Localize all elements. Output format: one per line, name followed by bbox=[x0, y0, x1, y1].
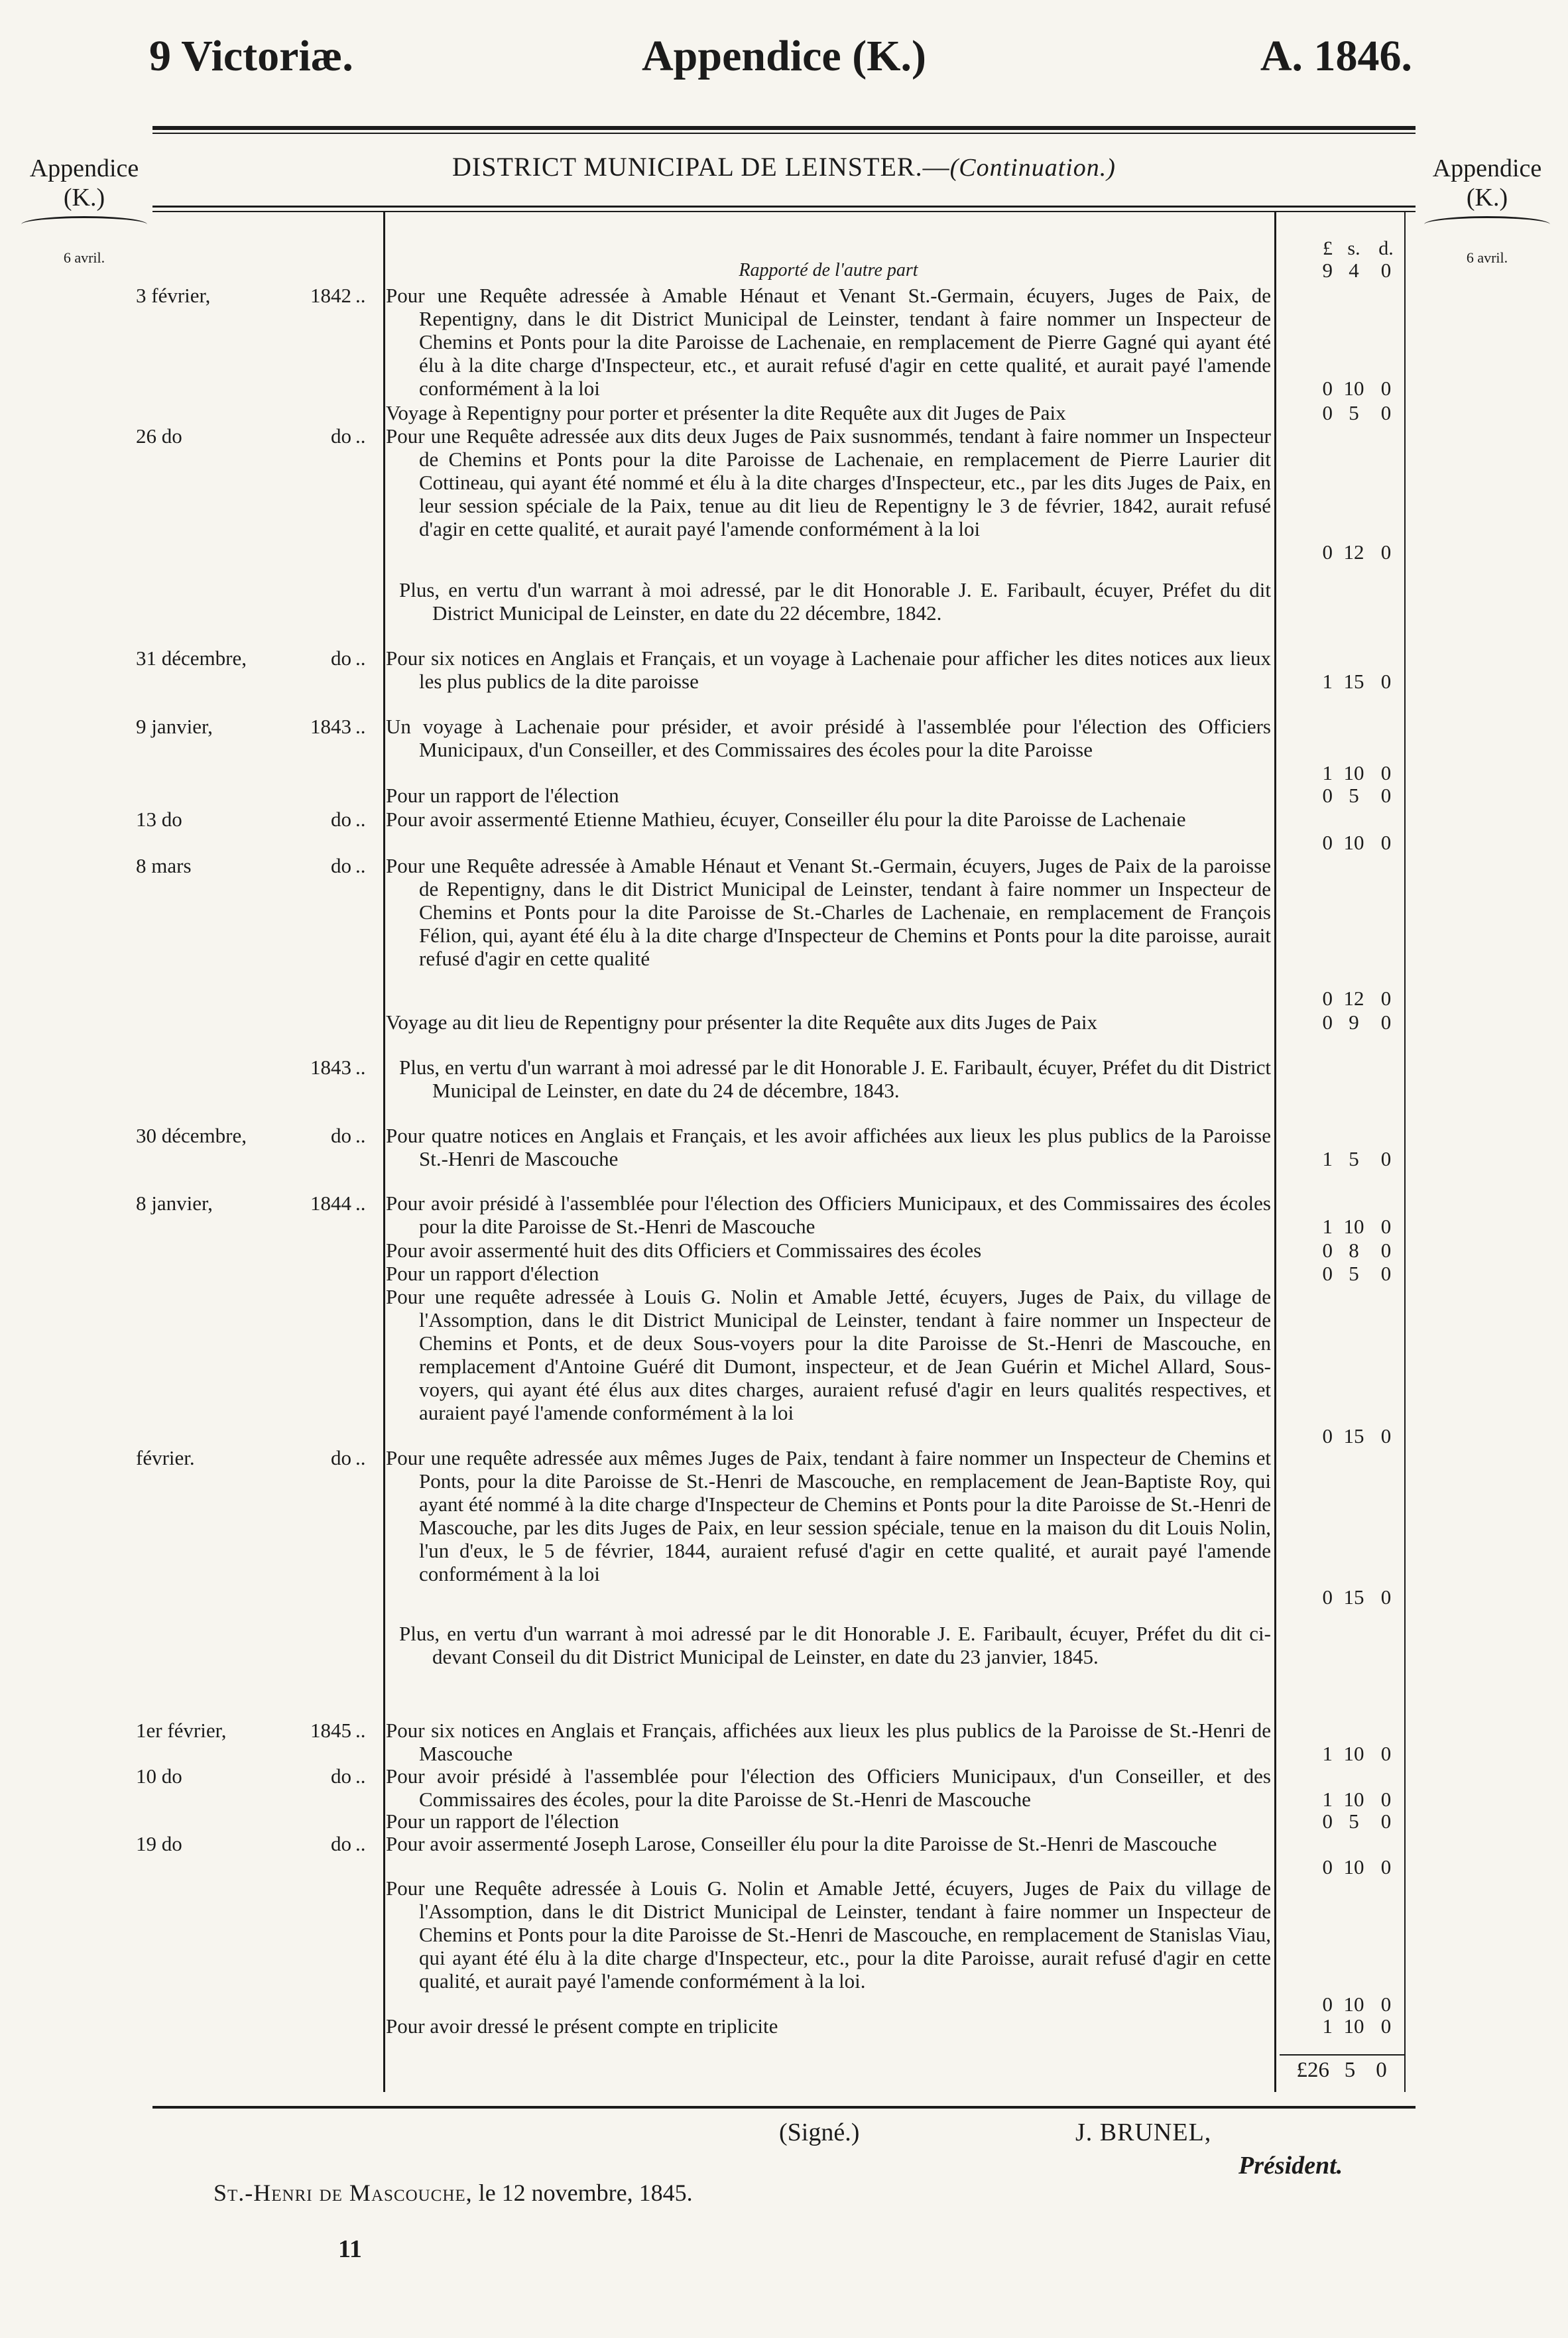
entry-amount bbox=[1290, 1788, 1402, 1811]
entry-day: février. bbox=[136, 1446, 195, 1469]
entry-pounds: 0 bbox=[1322, 1810, 1333, 1833]
entry-amount bbox=[1290, 1742, 1402, 1765]
entry-year: 1844 bbox=[310, 1192, 351, 1215]
entry-day: 1er février, bbox=[136, 1719, 227, 1742]
entry-pence: 0 bbox=[1380, 1239, 1392, 1262]
entry-day: 19 do bbox=[136, 1832, 182, 1855]
entry-pounds: 1 bbox=[1322, 761, 1333, 784]
column-rule-amount-left bbox=[1274, 212, 1276, 2092]
entry-pence: 0 bbox=[1380, 1993, 1392, 2016]
entry-year: do bbox=[331, 1124, 351, 1147]
entry-year: do bbox=[331, 1446, 351, 1469]
entry-pounds: 0 bbox=[1322, 1011, 1333, 1034]
entry-dots: .. bbox=[355, 284, 366, 307]
entry-year: do bbox=[331, 808, 351, 831]
table-top-rule-2 bbox=[152, 211, 1416, 212]
margin-left bbox=[21, 154, 147, 273]
entry-pence: 0 bbox=[1380, 377, 1392, 400]
entry-description: Pour une requête adressée à Louis G. Nolin et Amable Jetté, écuyers, Juges de Paix, du village de l'Assomption, dans le dit District Municipal de Leinster, tendant à faire nommer un Inspecteur de Chemins et Ponts, et de deux Sous-voyers pour la dite Paroisse de St.-Henri de Mascouche, en remplacement d'Antoine Guéré dit Dumont, inspecteur, et de Jean Guérin et Michel Allard, Sous-voyers, qui ayant été élus aux dites charges, auraient refusé d'agir en leurs qualités respectives, et auraient payé l'amende conformément à la loi bbox=[386, 1285, 1271, 1424]
entry-dots: .. bbox=[355, 424, 366, 448]
carried-forward-amount bbox=[1290, 259, 1402, 282]
carried-forward-label: Rapporté de l'autre part bbox=[739, 260, 918, 280]
entry-pence: 0 bbox=[1380, 1011, 1392, 1034]
entry-pounds: 0 bbox=[1322, 1585, 1333, 1609]
entry-shillings: 9 bbox=[1349, 1011, 1359, 1034]
entry-description: Pour une Requête adressée à Amable Hénaut et Venant St.-Germain, écuyers, Juges de Paix de la paroisse de Repentigny, dans le dit District Municipal de Leinster, tendant à faire nommer un Inspecteur de Chemins et Ponts pour la dite Paroisse de St.-Charles de Lachenaie, en remplacement de François Félion, qui, ayant été élu à la dite charge d'Inspecteur de Chemins et Ponts pour la dite paroisse, aurait refusé d'agir en cette qualité bbox=[386, 854, 1271, 970]
entry-pounds: 0 bbox=[1322, 1855, 1333, 1878]
entry-amount bbox=[1290, 1810, 1402, 1833]
entry-pence: 0 bbox=[1380, 1810, 1392, 1833]
entry-amount bbox=[1290, 1239, 1402, 1262]
entry-description: Pour avoir assermenté huit des dits Officiers et Commissaires des écoles bbox=[386, 1239, 982, 1262]
entry-pounds: 1 bbox=[1322, 1147, 1333, 1170]
entry-date bbox=[136, 1192, 378, 1215]
total-rule-top bbox=[1280, 2054, 1404, 2056]
entry-amount bbox=[1290, 2014, 1402, 2038]
entry-dots: .. bbox=[355, 1446, 366, 1469]
entry-pence: 0 bbox=[1380, 540, 1392, 564]
entry-description: Pour six notices en Anglais et Français, et un voyage à Lachenaie pour afficher les dites notices aux lieux les plus publics de la dite paroisse bbox=[386, 646, 1271, 693]
entry-description: Pour quatre notices en Anglais et Français, et les avoir affichées aux lieux les plus publics de la Paroisse St.-Henri de Mascouche bbox=[386, 1124, 1271, 1170]
entry-pence: 0 bbox=[1380, 831, 1392, 854]
entry-description: Pour une Requête adressée à Louis G. Nolin et Amable Jetté, écuyers, Juges de Paix du village de l'Assomption, dans le dit District Municipal de Leinster, tendant à faire nommer un Inspecteur de Chemins et Ponts pour la dite Paroisse de St.-Henri de Mascouche, en remplacement de Stanislas Viau, qui ayant été élu à la dite charge d'Inspecteur, etc., pour la dite Paroisse, aurait refusé d'agir en cette qualité, et aurait payé l'amende conformément à la loi. bbox=[386, 1877, 1271, 1993]
pence-heading: d. bbox=[1378, 237, 1394, 259]
entry-date bbox=[136, 1446, 378, 1469]
entry-dots: .. bbox=[355, 808, 366, 831]
margin-left-brace bbox=[21, 216, 147, 233]
signed-label: (Signé.) bbox=[779, 2119, 860, 2146]
header-appendix: Appendice (K.) bbox=[642, 32, 926, 80]
entry-shillings: 10 bbox=[1343, 1855, 1364, 1878]
entry-year: 1842 bbox=[310, 284, 351, 307]
entry-shillings: 10 bbox=[1343, 2014, 1364, 2038]
entry-amount bbox=[1290, 1215, 1402, 1238]
entry-date bbox=[136, 1764, 378, 1788]
header-rule-thin bbox=[152, 133, 1416, 134]
entry-description: Un voyage à Lachenaie pour présider, et avoir présidé à l'assemblée pour l'élection des Officiers Municipaux, d'un Conseiller, et des Commissaires des écoles pour la dite Paroisse bbox=[386, 715, 1271, 761]
entry-dots: .. bbox=[355, 1764, 366, 1788]
column-rule-desc-left bbox=[383, 212, 385, 2092]
entry-day: 30 décembre, bbox=[136, 1124, 247, 1147]
entry-day: 9 janvier, bbox=[136, 715, 213, 738]
entry-amount bbox=[1290, 670, 1402, 693]
entry-shillings: 10 bbox=[1343, 761, 1364, 784]
entry-date bbox=[136, 808, 378, 831]
entry-dots: .. bbox=[355, 1832, 366, 1855]
entry-description: Pour un rapport de l'élection bbox=[386, 784, 619, 807]
entry-amount bbox=[1290, 377, 1402, 400]
entry-shillings: 10 bbox=[1343, 1215, 1364, 1238]
entry-description: Pour avoir assermenté Joseph Larose, Conseiller élu pour la dite Paroisse de St.-Henri de Mascouche bbox=[386, 1832, 1217, 1855]
entry-pence: 0 bbox=[1380, 1262, 1392, 1285]
entry-amount bbox=[1290, 784, 1402, 807]
margin-left-label: Appendice bbox=[29, 154, 139, 182]
entry-day: 31 décembre, bbox=[136, 646, 247, 670]
entry-pence: 0 bbox=[1380, 1585, 1392, 1609]
entry-amount bbox=[1290, 1011, 1402, 1034]
entry-date bbox=[136, 854, 378, 877]
entry-pounds: 0 bbox=[1322, 1993, 1333, 2016]
margin-right bbox=[1424, 154, 1550, 273]
entry-day: 8 janvier, bbox=[136, 1192, 213, 1215]
entry-shillings: 5 bbox=[1349, 1810, 1359, 1833]
entry-pence: 0 bbox=[1380, 987, 1392, 1010]
entry-shillings: 10 bbox=[1343, 377, 1364, 400]
entry-description: Voyage au dit lieu de Repentigny pour présenter la dite Requête aux dits Juges de Paix bbox=[386, 1011, 1097, 1034]
entry-shillings: 15 bbox=[1343, 670, 1364, 693]
margin-right-date: 6 avril. bbox=[1466, 249, 1508, 266]
signatory-name: J. BRUNEL, bbox=[1075, 2119, 1212, 2146]
entry-date bbox=[136, 1056, 378, 1079]
entry-shillings: 10 bbox=[1343, 1993, 1364, 2016]
entry-pounds: 1 bbox=[1322, 1742, 1333, 1765]
district-title bbox=[152, 151, 1416, 182]
table-bottom-rule bbox=[152, 2106, 1416, 2109]
entry-pence: 0 bbox=[1380, 2014, 1392, 2038]
entry-shillings: 5 bbox=[1349, 1262, 1359, 1285]
entry-amount bbox=[1290, 987, 1402, 1010]
entry-date bbox=[136, 424, 378, 448]
entry-pence: 0 bbox=[1380, 761, 1392, 784]
entry-year: 1843 bbox=[310, 1056, 351, 1079]
entry-description: Pour six notices en Anglais et Français, affichées aux lieux les plus publics de la Paroisse de St.-Henri de Mascouche bbox=[386, 1719, 1271, 1765]
entry-pounds: 0 bbox=[1322, 401, 1333, 424]
entry-amount bbox=[1290, 761, 1402, 784]
entry-pounds: 1 bbox=[1322, 670, 1333, 693]
column-rule-amount-right bbox=[1404, 212, 1406, 2092]
entry-day: 8 mars bbox=[136, 854, 192, 877]
entry-pounds: 1 bbox=[1322, 2014, 1333, 2038]
entry-day: 10 do bbox=[136, 1764, 182, 1788]
entry-shillings: 15 bbox=[1343, 1585, 1364, 1609]
entry-description: Pour avoir assermenté Etienne Mathieu, écuyer, Conseiller élu pour la dite Paroisse de Lachenaie bbox=[386, 808, 1186, 831]
entry-description: Plus, en vertu d'un warrant à moi adressé par le dit Honorable J. E. Faribault, écuyer, Préfet du dit District Municipal de Leinster, en date du 24 de décembre, 1843. bbox=[399, 1056, 1271, 1102]
entry-shillings: 10 bbox=[1343, 831, 1364, 854]
carried-forward-pence: 0 bbox=[1380, 259, 1392, 282]
total-pounds: £26 bbox=[1296, 2058, 1329, 2082]
carried-forward-pounds: 9 bbox=[1322, 259, 1333, 282]
entry-description: Voyage à Repentigny pour porter et présenter la dite Requête aux dit Juges de Paix bbox=[386, 401, 1066, 424]
entry-shillings: 5 bbox=[1349, 401, 1359, 424]
entry-pounds: 0 bbox=[1322, 377, 1333, 400]
entry-day: 13 do bbox=[136, 808, 182, 831]
entry-year: do bbox=[331, 646, 351, 670]
district-continuation: (Continuation.) bbox=[949, 154, 1116, 182]
entry-day: 26 do bbox=[136, 424, 182, 448]
entry-shillings: 8 bbox=[1349, 1239, 1359, 1262]
entry-day bbox=[136, 1056, 298, 1079]
entry-date bbox=[136, 1719, 378, 1742]
entry-shillings: 12 bbox=[1343, 540, 1364, 564]
entry-pounds: 0 bbox=[1322, 784, 1333, 807]
entry-pounds: 0 bbox=[1322, 1424, 1333, 1447]
entry-shillings: 5 bbox=[1349, 784, 1359, 807]
header-session: 9 Victoriæ. bbox=[149, 32, 353, 80]
entry-day: 3 février, bbox=[136, 284, 211, 307]
entry-pence: 0 bbox=[1380, 1742, 1392, 1765]
entry-shillings: 10 bbox=[1343, 1788, 1364, 1811]
total-pence: 0 bbox=[1376, 2058, 1387, 2082]
total-amount bbox=[1280, 2058, 1399, 2083]
total-shillings: 5 bbox=[1344, 2058, 1356, 2082]
entry-date bbox=[136, 715, 378, 738]
entry-year: do bbox=[331, 1832, 351, 1855]
entry-pounds: 0 bbox=[1322, 1239, 1333, 1262]
entry-amount bbox=[1290, 1262, 1402, 1285]
entry-year: 1843 bbox=[310, 715, 351, 738]
entry-pence: 0 bbox=[1380, 1215, 1392, 1238]
entry-pence: 0 bbox=[1380, 1147, 1392, 1170]
entry-shillings: 5 bbox=[1349, 1147, 1359, 1170]
entry-description: Plus, en vertu d'un warrant à moi adressé par le dit Honorable J. E. Faribault, écuyer, Préfet du dit ci-devant Conseil du dit District Municipal de Leinster, en date du 23 janvier, 1845. bbox=[399, 1622, 1271, 1668]
entry-pence: 0 bbox=[1380, 1855, 1392, 1878]
entry-pounds: 0 bbox=[1322, 540, 1333, 564]
entry-description: Pour un rapport de l'élection bbox=[386, 1810, 619, 1833]
entry-pounds: 1 bbox=[1322, 1215, 1333, 1238]
entry-amount bbox=[1290, 401, 1402, 424]
margin-right-k: (K.) bbox=[1466, 184, 1508, 212]
table-top-rule-1 bbox=[152, 206, 1416, 208]
margin-left-date: 6 avril. bbox=[63, 249, 105, 266]
entry-pence: 0 bbox=[1380, 1424, 1392, 1447]
entry-pence: 0 bbox=[1380, 784, 1392, 807]
entry-shillings: 10 bbox=[1343, 1742, 1364, 1765]
entry-amount bbox=[1290, 1585, 1402, 1609]
entry-date bbox=[136, 1832, 378, 1855]
shillings-heading: s. bbox=[1347, 237, 1360, 259]
place-name: St.-Henri de Mascouche, bbox=[213, 2180, 473, 2206]
place-date bbox=[213, 2179, 693, 2207]
carried-forward-shillings: 4 bbox=[1349, 259, 1359, 282]
entry-dots: .. bbox=[355, 1719, 366, 1742]
entry-amount bbox=[1290, 540, 1402, 564]
entry-year: do bbox=[331, 854, 351, 877]
entry-dots: .. bbox=[355, 715, 366, 738]
entry-year: do bbox=[331, 1764, 351, 1788]
entry-date bbox=[136, 646, 378, 670]
document-date: le 12 novembre, 1845. bbox=[478, 2180, 693, 2206]
entry-amount bbox=[1290, 831, 1402, 854]
entry-description: Pour un rapport d'élection bbox=[386, 1262, 599, 1285]
entry-description: Pour avoir présidé à l'assemblée pour l'élection des Officiers Municipaux, et des Commissaires des écoles pour la dite Paroisse de St.-Henri de Mascouche bbox=[386, 1192, 1271, 1238]
currency-headings bbox=[1290, 237, 1402, 260]
entry-description: Pour une Requête adressée aux dits deux Juges de Paix susnommés, tendant à faire nommer un Inspecteur de Chemins et Ponts pour la dite Paroisse de Lachenaie, en remplacement de Pierre Laurier dit Cottineau, qui ayant été nommé et élu à la dite charges d'Inspecteur, etc., par les dits Juges de Paix, en leur session spéciale de la Paix, tenue au dit lieu de Repentigny le 3 de février, 1842, aurait refusé d'agir en cette qualité, et aurait payé l'amende conformément à la loi bbox=[386, 424, 1271, 540]
entry-pounds: 0 bbox=[1322, 1262, 1333, 1285]
margin-right-brace bbox=[1424, 216, 1550, 233]
entry-description: Pour avoir présidé à l'assemblée pour l'élection des Officiers Municipaux, d'un Conseiller, et des Commissaires des écoles, pour la dite Paroisse de St.-Henri de Mascouche bbox=[386, 1764, 1271, 1811]
district-title-text: DISTRICT MUNICIPAL DE LEINSTER.— bbox=[452, 152, 950, 182]
entry-dots: .. bbox=[355, 1056, 366, 1079]
entry-pence: 0 bbox=[1380, 670, 1392, 693]
entry-dots: .. bbox=[355, 646, 366, 670]
entry-amount bbox=[1290, 1147, 1402, 1170]
entry-dots: .. bbox=[355, 854, 366, 877]
entry-shillings: 15 bbox=[1343, 1424, 1364, 1447]
entry-shillings: 12 bbox=[1343, 987, 1364, 1010]
entry-amount bbox=[1290, 1424, 1402, 1447]
header-rule-thick bbox=[152, 126, 1416, 130]
entry-dots: .. bbox=[355, 1124, 366, 1147]
signatory-title: Président. bbox=[1238, 2152, 1343, 2180]
entry-description: Pour une requête adressée aux mêmes Juges de Paix, tendant à faire nommer un Inspecteur de Chemins et Ponts, pour la dite Paroisse de St.-Henri de Mascouche, en remplacement de Jean-Baptiste Roy, qui ayant été nommé à la dite charge d'Inspecteur de Chemins et Ponts pour la dite Paroisse de St.-Henri de Mascouche, par les dits Juges de Paix, en leur session spéciale, tenue en la maison du dit Louis Nolin, l'un d'eux, le 5 de février, 1844, auraient refusé d'agir en cette qualité, et aurait payé l'amende conformément à la loi bbox=[386, 1446, 1271, 1585]
entry-description: Plus, en vertu d'un warrant à moi adressé, par le dit Honorable J. E. Faribault, écuyer, Préfet du dit District Municipal de Leinster, en date du 22 décembre, 1842. bbox=[399, 578, 1271, 625]
entry-amount bbox=[1290, 1855, 1402, 1878]
entry-year: 1845 bbox=[310, 1719, 351, 1742]
margin-right-label: Appendice bbox=[1432, 154, 1542, 182]
entry-description: Pour une Requête adressée à Amable Hénaut et Venant St.-Germain, écuyers, Juges de Paix, de Repentigny, dans le dit District Municipal de Leinster, tendant à faire nommer un Inspecteur de Chemins et Ponts pour la dite Paroisse de Lachenaie, en remplacement de Pierre Gagné qui ayant été élu à la dite charge d'Inspecteur, etc., et aurait refusé d'agir en cette qualité, et aurait payé l'amende conformément à la loi bbox=[386, 284, 1271, 400]
entry-date bbox=[136, 1124, 378, 1147]
header-year: A. 1846. bbox=[1260, 32, 1412, 80]
entry-description: Pour avoir dressé le présent compte en triplicite bbox=[386, 2014, 778, 2038]
entry-year: do bbox=[331, 424, 351, 448]
entry-pence: 0 bbox=[1380, 1788, 1392, 1811]
pounds-heading: £ bbox=[1323, 237, 1333, 259]
entry-pounds: 0 bbox=[1322, 831, 1333, 854]
entry-pence: 0 bbox=[1380, 401, 1392, 424]
margin-left-k: (K.) bbox=[63, 184, 105, 212]
entry-dots: .. bbox=[355, 1192, 366, 1215]
entry-pounds: 0 bbox=[1322, 987, 1333, 1010]
entry-amount bbox=[1290, 1993, 1402, 2016]
page-number: 11 bbox=[338, 2235, 362, 2263]
entry-pounds: 1 bbox=[1322, 1788, 1333, 1811]
entry-date bbox=[136, 284, 378, 307]
